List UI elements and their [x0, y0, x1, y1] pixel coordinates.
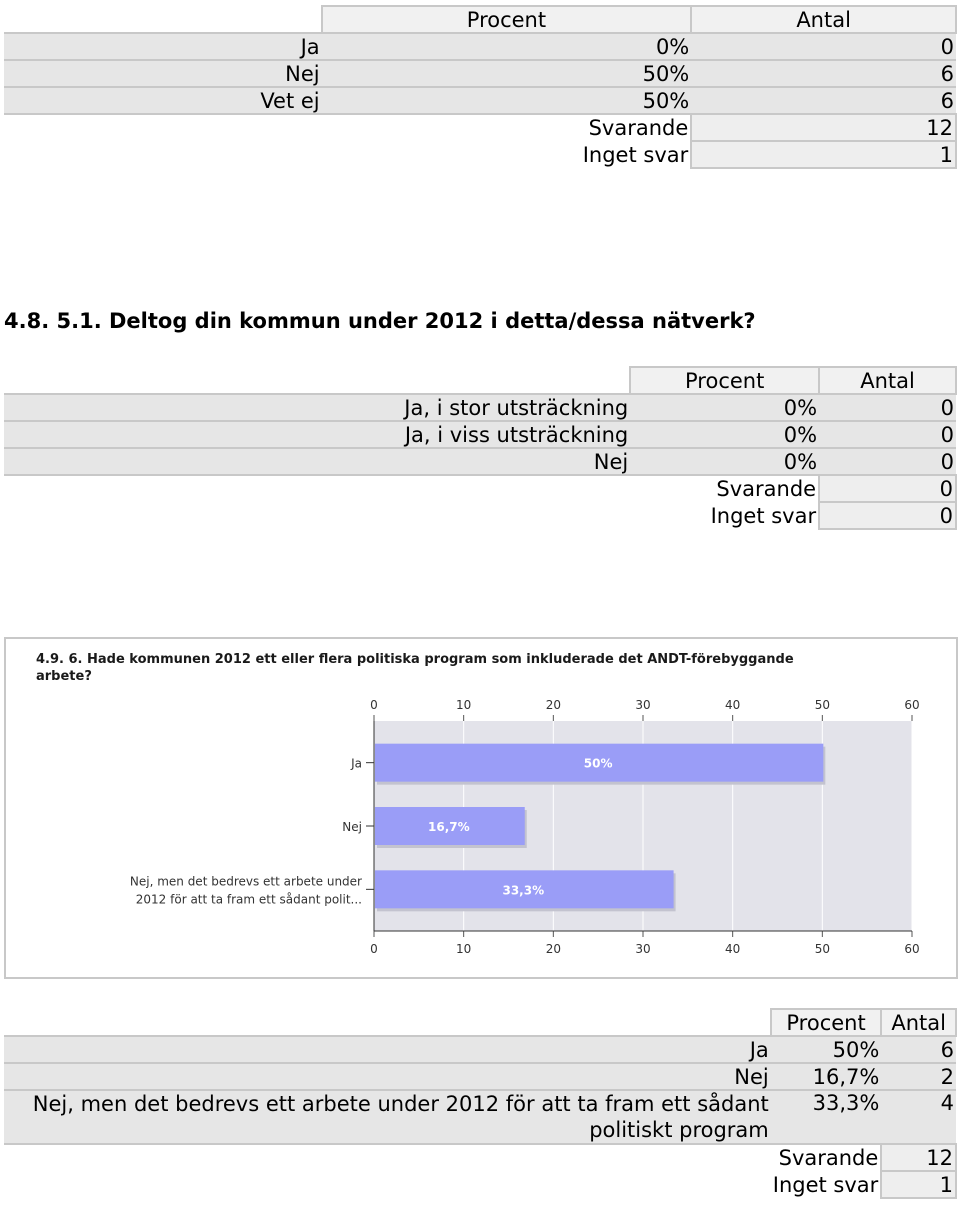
- row-count: 2: [881, 1063, 956, 1090]
- table-row: [4, 394, 956, 421]
- row-percent: 0%: [630, 394, 819, 421]
- header-percent: Procent: [630, 367, 819, 394]
- row-percent: 0%: [630, 421, 819, 448]
- x-tick-label-bottom: 0: [370, 942, 378, 956]
- row-percent: 16,7%: [771, 1063, 882, 1090]
- row-label: Ja: [4, 33, 322, 60]
- row-count: 6: [691, 60, 956, 87]
- bar-value-label: 16,7%: [428, 820, 470, 834]
- chart-title: arbete?: [36, 669, 92, 684]
- x-tick-label-top: 60: [904, 698, 920, 712]
- row-label: Nej: [4, 448, 630, 475]
- x-tick-label-bottom: 60: [904, 942, 920, 956]
- row-count: 0: [819, 394, 956, 421]
- table-row: [4, 60, 956, 87]
- x-tick-label-top: 50: [814, 698, 830, 712]
- row-label: Ja: [4, 1036, 771, 1063]
- bar-value-label: 33,3%: [502, 883, 545, 898]
- respondents-row: [4, 1144, 956, 1171]
- table-row: [4, 87, 956, 114]
- respondents-value: 0: [819, 475, 956, 502]
- row-percent: 50%: [322, 87, 692, 114]
- row-percent: 50%: [771, 1036, 882, 1063]
- x-tick-label-bottom: 50: [814, 942, 830, 956]
- table-row: [4, 448, 956, 475]
- row-label: Vet ej: [4, 87, 322, 114]
- x-tick-label-top: 20: [545, 698, 561, 712]
- row-count: 6: [881, 1036, 956, 1063]
- respondents-label: Svarande: [771, 1144, 882, 1171]
- chart-title: 4.9. 6. Hade kommunen 2012 ett eller flera politiska program som inkluderade det ANDT-förebyggande: [36, 652, 794, 667]
- x-tick-label-top: 10: [456, 698, 472, 712]
- results-table-3: [4, 1008, 957, 1199]
- bar-chart: [4, 637, 958, 979]
- no-answer-value: 1: [691, 141, 956, 168]
- respondents-value: 12: [881, 1144, 956, 1171]
- table-row: [4, 1036, 956, 1063]
- no-answer-label: Inget svar: [630, 502, 819, 529]
- row-count: 0: [691, 33, 956, 60]
- header-percent: Procent: [322, 6, 692, 33]
- row-percent: 0%: [322, 33, 692, 60]
- no-answer-row: [4, 502, 956, 529]
- category-label: Nej: [342, 820, 362, 834]
- results-table-2: [4, 366, 957, 530]
- results-table-1: [4, 5, 957, 169]
- row-label: Ja, i stor utsträckning: [4, 394, 630, 421]
- chart-svg: [6, 639, 956, 977]
- x-tick-label-bottom: 30: [635, 942, 651, 956]
- x-tick-label-top: 0: [370, 698, 378, 712]
- table-row: [4, 1063, 956, 1090]
- header-percent: Procent: [771, 1009, 882, 1036]
- header-count: Antal: [881, 1009, 956, 1036]
- category-label: Nej, men det bedrevs ett arbete under: [129, 874, 362, 889]
- x-tick-label-top: 40: [725, 698, 741, 712]
- category-label: Ja: [351, 756, 362, 771]
- header-count: Antal: [691, 6, 956, 33]
- row-label: Nej: [4, 1063, 771, 1090]
- no-answer-row: [4, 1171, 956, 1198]
- respondents-row: [4, 475, 956, 502]
- row-count: 0: [819, 448, 956, 475]
- x-tick-label-bottom: 20: [545, 942, 561, 956]
- table-row: [4, 33, 956, 60]
- row-percent: 33,3%: [771, 1090, 882, 1144]
- x-tick-label-bottom: 10: [456, 942, 472, 956]
- question-title: 4.8. 5.1. Deltog din kommun under 2012 i detta/dessa nätverk?: [4, 309, 756, 333]
- row-label: Nej: [4, 60, 322, 87]
- respondents-label: Svarande: [322, 114, 692, 141]
- row-count: 6: [691, 87, 956, 114]
- respondents-value: 12: [691, 114, 956, 141]
- row-percent: 50%: [322, 60, 692, 87]
- row-label: Ja, i viss utsträckning: [4, 421, 630, 448]
- table-row: [4, 1090, 956, 1144]
- respondents-label: Svarande: [630, 475, 819, 502]
- no-answer-label: Inget svar: [771, 1171, 882, 1198]
- bar-value-label: 50%: [583, 756, 613, 771]
- no-answer-label: Inget svar: [322, 141, 692, 168]
- table-row: [4, 421, 956, 448]
- no-answer-value: 0: [819, 502, 956, 529]
- x-tick-label-top: 30: [635, 698, 651, 712]
- no-answer-row: [4, 141, 956, 168]
- respondents-row: [4, 114, 956, 141]
- row-count: 4: [881, 1090, 956, 1144]
- row-label: Nej, men det bedrevs ett arbete under 2012 för att ta fram ett sådant politiskt program: [4, 1090, 771, 1144]
- row-percent: 0%: [630, 448, 819, 475]
- category-label: 2012 för att ta fram ett sådant polit...: [135, 892, 362, 907]
- header-count: Antal: [819, 367, 956, 394]
- no-answer-value: 1: [881, 1171, 956, 1198]
- x-tick-label-bottom: 40: [725, 942, 741, 956]
- row-count: 0: [819, 421, 956, 448]
